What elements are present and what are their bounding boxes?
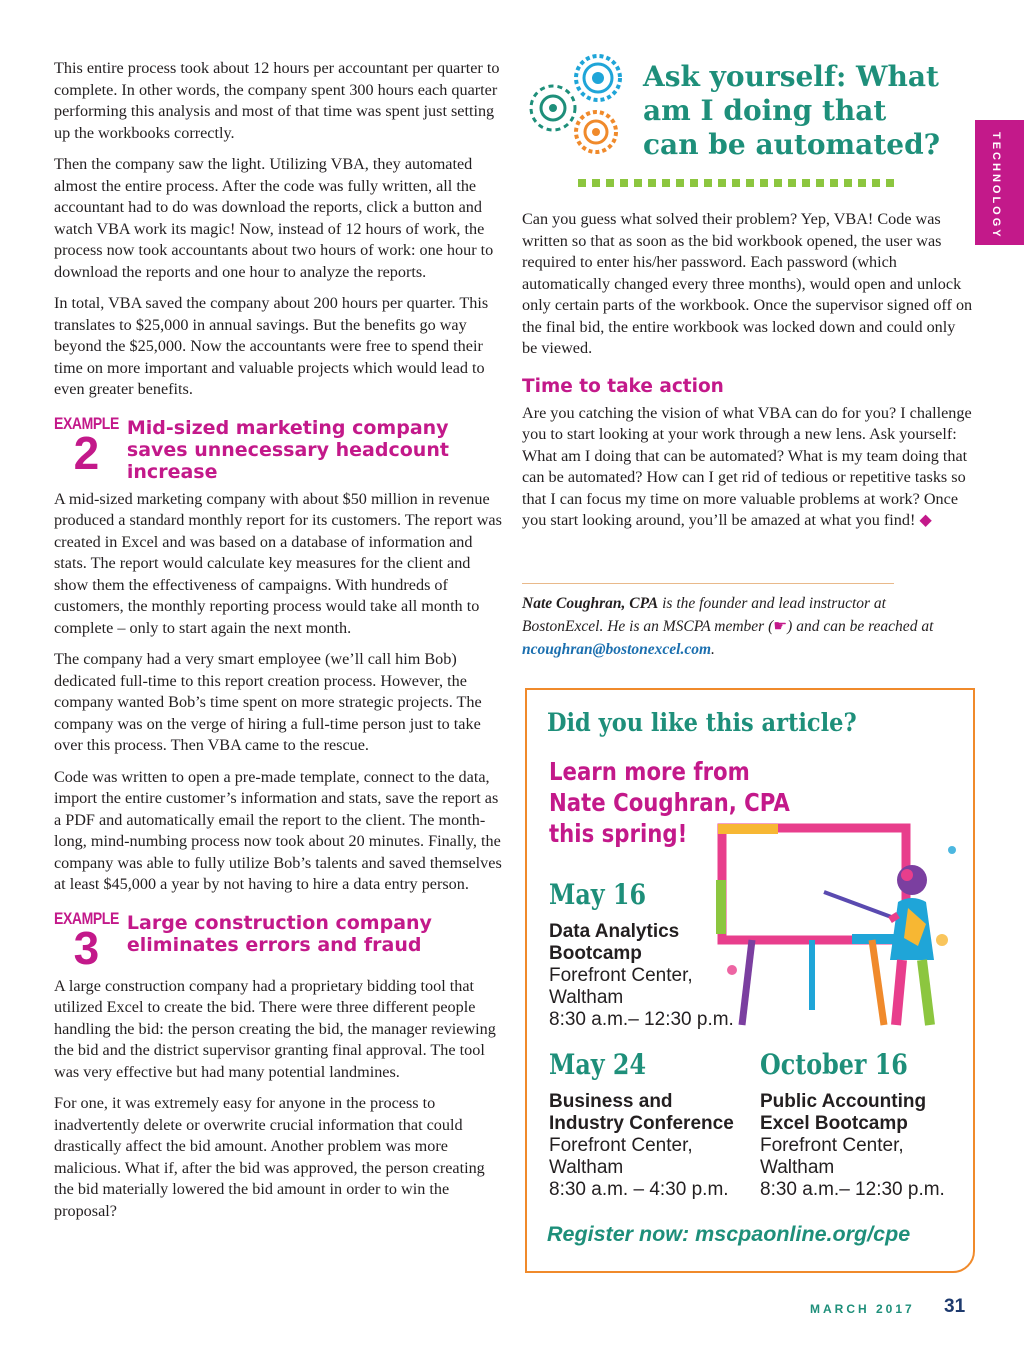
- event-time: 8:30 a.m. – 4:30 p.m.: [549, 1179, 729, 1200]
- example-3-paragraph-2: For one, it was extremely easy for anyone in the process to inadvertently delete or overwrite crucial information that could drastically affect the bid amount. Another problem was more malicious. What if, after the bid was approved, the person creating the bid materially lowered the bid amount in order to win the proposal?: [54, 1094, 485, 1220]
- example-label: EXAMPLE: [54, 907, 119, 928]
- right-paragraph-2-text: Are you catching the vision of what VBA can do for you? I challenge you to start looking at your work through a new lens. Ask yourself: What am I doing that can be automated? What is my team doing that can be automated? How can I get rid of tedious or repetitive tasks so that I can focus my time on more valuable problems at work? Once you start looking around, you’ll be amazed at what you find!: [522, 403, 972, 529]
- event-date: October 16: [760, 1048, 908, 1081]
- example-3-heading: [54, 907, 506, 974]
- page-number: 31: [944, 1296, 966, 1317]
- event-name: Public Accounting Excel Bootcamp: [760, 1091, 927, 1134]
- event-time: 8:30 a.m.– 12:30 p.m.: [549, 1009, 734, 1030]
- right-column: [522, 209, 974, 542]
- headline: Ask yourself: What am I doing that can be automated?: [643, 60, 941, 161]
- promo-learn-line-3: this spring!: [549, 819, 688, 848]
- promo-learn-line-1: Learn more from: [549, 757, 750, 786]
- subhead-time-to-take-action: Time to take action: [522, 375, 724, 397]
- example-3-tag: [54, 907, 119, 974]
- register-link[interactable]: Register now: mscpaonline.org/cpe: [547, 1222, 911, 1246]
- member-icon: ☛: [773, 618, 788, 635]
- presenter-illustration: [712, 820, 970, 1035]
- author-bio-1: is the founder and lead instructor at BostonExcel. He is an MSCPA member (: [522, 595, 886, 635]
- example-label: EXAMPLE: [54, 412, 119, 433]
- event-name: Business and Industry Conference: [549, 1091, 734, 1134]
- left-column: [54, 58, 506, 1232]
- event-october-16: [760, 1048, 960, 1201]
- event-name: Data Analytics Bootcamp: [549, 921, 680, 964]
- author-name: Nate Coughran, CPA: [522, 595, 659, 612]
- event-may-16: [549, 878, 749, 1031]
- author-bio-end: .: [711, 641, 715, 658]
- dotted-divider: [578, 179, 900, 187]
- event-location: Forefront Center, Waltham: [549, 1135, 693, 1178]
- example-2-paragraph-1: A mid-sized marketing company with about $50 million in revenue produced a standard monthly report for its customers. The report was created in Excel and was based on a database of information and stats. The report would calculate key measures for the client and show them the effectiveness of campaigns. With hundreds of customers, the monthly reporting process would take all month to complete – only to start again the next month.: [54, 489, 502, 637]
- author-divider: [522, 583, 894, 584]
- event-date: May 24: [549, 1048, 647, 1081]
- example-number: 3: [73, 921, 100, 974]
- event-date: May 16: [549, 878, 647, 911]
- example-2-tag: [54, 412, 119, 479]
- author-email-link[interactable]: ncoughran@bostonexcel.com: [522, 641, 712, 658]
- example-2-paragraph-3: Code was written to open a pre-made template, connect to the data, import the entire customer’s information and stats, save the report as a PDF and automatically email the report to the client. The month-long, mind-numbing process now took about 20 minutes. Finally, the company was able to fully utilize Bob’s talents and saved themselves at least $45,000 a year by not having to hire a data entry person.: [54, 767, 502, 893]
- right-paragraph-1: Can you guess what solved their problem? Yep, VBA! Code was written so that as soon as the bid workbook opened, the user was required to enter his/her password. Each password (which automatically changed every three months), would open and unlock only certain parts of the workbook. Once the supervisor signed off on the final bid, the entire workbook was locked down and could only be viewed.: [522, 210, 973, 357]
- intro-paragraph-2: Then the company saw the light. Utilizing VBA, they automated almost the entire process. After the code was fully written, all the accountant had to do was download the reports, click a button and watch VBA work its magic! Now, instead of 12 hours of work, the process now took accountants about two hours of work: one hour to download the reports and one hour to analyze the reports.: [54, 155, 494, 281]
- example-2-heading: [54, 412, 506, 483]
- gears-icon: [520, 50, 640, 162]
- example-3-paragraph-1: A large construction company had a proprietary bidding tool that utilized Excel to create the bid. There were three different people handling the bid: the person creating the bid, the manager reviewing the bid and the district supervisor granting final approval. The tool was very effective but had many potential landmines.: [54, 976, 496, 1081]
- example-3-title: Large construction company eliminates errors and fraud: [126, 911, 432, 956]
- author-bio-2: ) and can be reached at: [787, 618, 934, 635]
- event-location: Forefront Center, Waltham: [549, 965, 693, 1008]
- promo-box: [525, 688, 975, 1273]
- intro-paragraph-3: In total, VBA saved the company about 200 hours per quarter. This translates to $25,000 in annual savings. But the benefits go way beyond the $25,000. Now the accountants were free to spend their time on more important and valuable projects which would lead to even greater benefits.: [54, 294, 489, 398]
- section-tab-label: TECHNOLOGY: [990, 132, 1002, 240]
- end-mark-icon: ◆: [919, 511, 932, 529]
- event-location: Forefront Center, Waltham: [760, 1135, 904, 1178]
- section-tab: [975, 120, 1024, 245]
- intro-paragraph-1: This entire process took about 12 hours per accountant per quarter to complete. In other words, the company spent 300 hours each quarter performing this analysis and most of that time was spent just setting up the workbooks correctly.: [54, 59, 500, 142]
- promo-question: Did you like this article?: [547, 708, 857, 737]
- example-2-title: Mid-sized marketing company saves unnecessary headcount increase: [126, 416, 449, 483]
- example-2-paragraph-2: The company had a very smart employee (we’ll call him Bob) dedicated full-time to this report creation process. However, the company wanted Bob’s time spent on more strategic projects. The company was on the verge of hiring a full-time person just to take over this process. Then VBA came to the rescue.: [54, 650, 482, 754]
- issue-date: MARCH 2017: [810, 1302, 915, 1316]
- author-bio: [522, 592, 942, 661]
- event-time: 8:30 a.m.– 12:30 p.m.: [760, 1179, 945, 1200]
- event-may-24: [549, 1048, 749, 1201]
- right-paragraph-2: [522, 403, 974, 532]
- example-number: 2: [73, 426, 100, 479]
- promo-learn-line-2: Nate Coughran, CPA: [549, 788, 790, 817]
